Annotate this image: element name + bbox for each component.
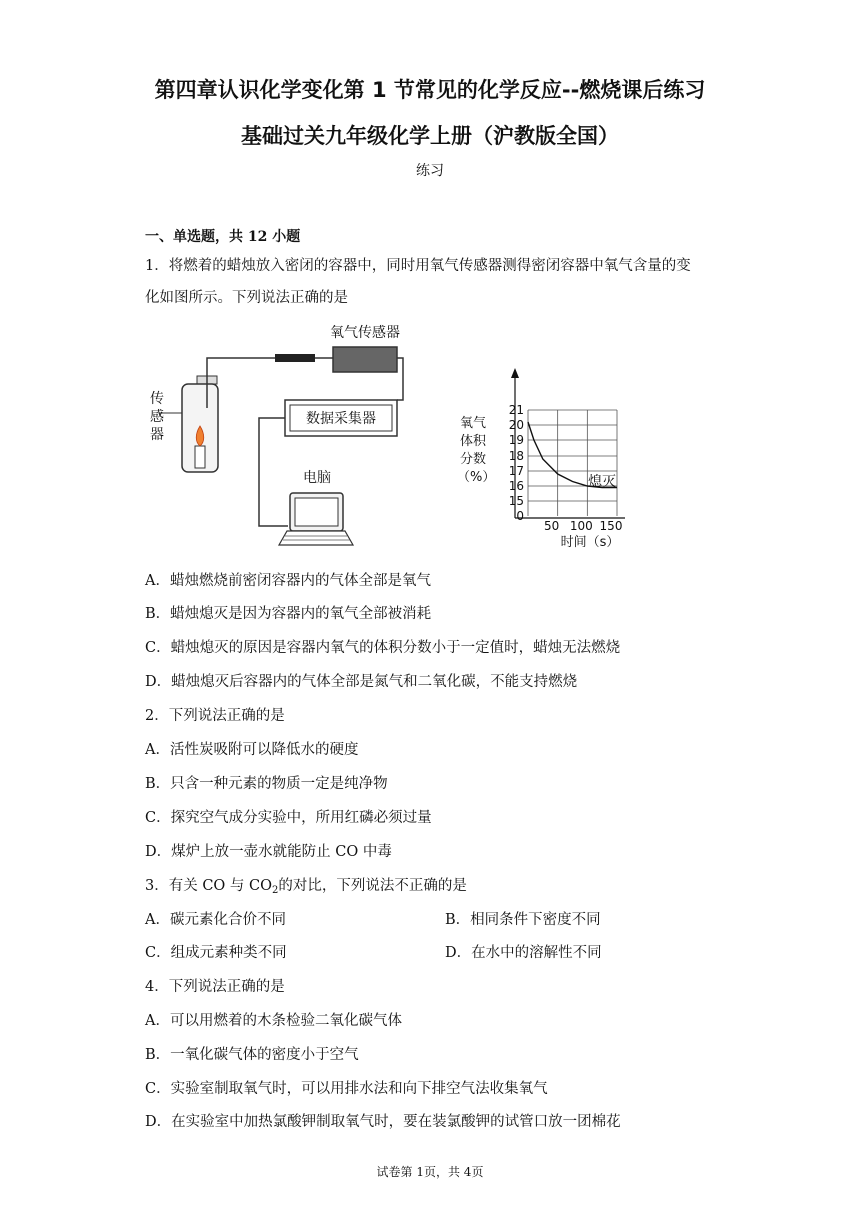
y-tick-label: 18 — [508, 449, 524, 463]
question-4-option-b: B．一氧化碳气体的密度小于空气 — [145, 1047, 359, 1063]
question-1-stem-line-2: 化如图所示。下列说法正确的是 — [145, 290, 348, 306]
section-heading: 一、单选题，共 12 小题 — [145, 229, 301, 245]
question-4-stem: 4．下列说法正确的是 — [145, 979, 285, 995]
oxygen-chart — [457, 368, 625, 550]
y-axis-label: 氧气体积分数（%） — [457, 416, 496, 485]
y-tick-label: 0 — [516, 509, 524, 523]
question-3-option-a: A．碳元素化合价不同 — [145, 912, 286, 928]
x-tick-label: 150 — [599, 519, 623, 533]
question-4-option-c: C．实验室制取氧气时，可以用排水法和向下排空气法收集氧气 — [145, 1081, 548, 1097]
extinguish-annotation: 熄灭 — [588, 474, 616, 490]
x-tick-label: 50 — [544, 519, 560, 533]
question-1-option-a: A．蜡烛燃烧前密闭容器内的气体全部是氧气 — [145, 573, 431, 589]
question-2-stem: 2．下列说法正确的是 — [145, 708, 285, 724]
y-tick-label: 17 — [508, 464, 524, 478]
document-title-line-1: 第四章认识化学变化第 1 节常见的化学反应--燃烧课后练习 — [154, 78, 706, 102]
question-3-option-c: C．组成元素种类不同 — [145, 945, 287, 961]
data-collector-label: 数据采集器 — [306, 411, 376, 427]
question-2-option-c: C．探究空气成分实验中，所用红磷必须过量 — [145, 810, 432, 826]
page-footer: 试卷第 1页，共 4页 — [376, 1165, 484, 1179]
y-tick-label: 19 — [508, 433, 524, 447]
question-4-option-a: A．可以用燃着的木条检验二氧化碳气体 — [145, 1013, 402, 1029]
oxygen-sensor-label: 氧气传感器 — [330, 325, 400, 341]
experiment-figure — [145, 318, 645, 553]
y-tick-label: 21 — [508, 403, 524, 417]
question-4-option-d: D．在实验室中加热氯酸钾制取氧气时，要在装氯酸钾的试管口放一团棉花 — [145, 1114, 621, 1130]
y-tick-label: 20 — [508, 418, 524, 432]
y-tick-label: 16 — [508, 479, 524, 493]
question-3-option-b: B．相同条件下密度不同 — [445, 912, 601, 928]
y-tick-label: 15 — [508, 494, 524, 508]
question-1-stem-line-1: 1．将燃着的蜡烛放入密闭的容器中，同时用氧气传感器测得密闭容器中氧气含量的变 — [145, 258, 691, 274]
sensor-label: 传感器 — [150, 391, 164, 443]
question-2-option-d: D．煤炉上放一壶水就能防止 CO 中毒 — [145, 844, 392, 860]
x-axis-label: 时间（s） — [560, 535, 620, 550]
question-2-option-a: A．活性炭吸附可以降低水的硬度 — [145, 742, 359, 758]
question-1-option-c: C．蜡烛熄灭的原因是容器内氧气的体积分数小于一定值时，蜡烛无法燃烧 — [145, 640, 621, 656]
question-3-option-d: D．在水中的溶解性不同 — [445, 945, 602, 961]
document-title-line-2: 基础过关九年级化学上册（沪教版全国） — [241, 124, 619, 148]
x-tick-label: 100 — [569, 519, 593, 533]
computer-label: 电脑 — [303, 470, 331, 486]
question-3-stem: 3．有关 CO 与 $CO_2$的对比，下列说法不正确的是 — [145, 878, 467, 896]
question-1-option-d: D．蜡烛熄灭后容器内的气体全部是氮气和二氧化碳，不能支持燃烧 — [145, 674, 578, 690]
document-subtitle: 练习 — [416, 163, 444, 179]
question-1-option-b: B．蜡烛熄灭是因为容器内的氧气全部被消耗 — [145, 606, 432, 622]
question-2-option-b: B．只含一种元素的物质一定是纯净物 — [145, 776, 388, 792]
